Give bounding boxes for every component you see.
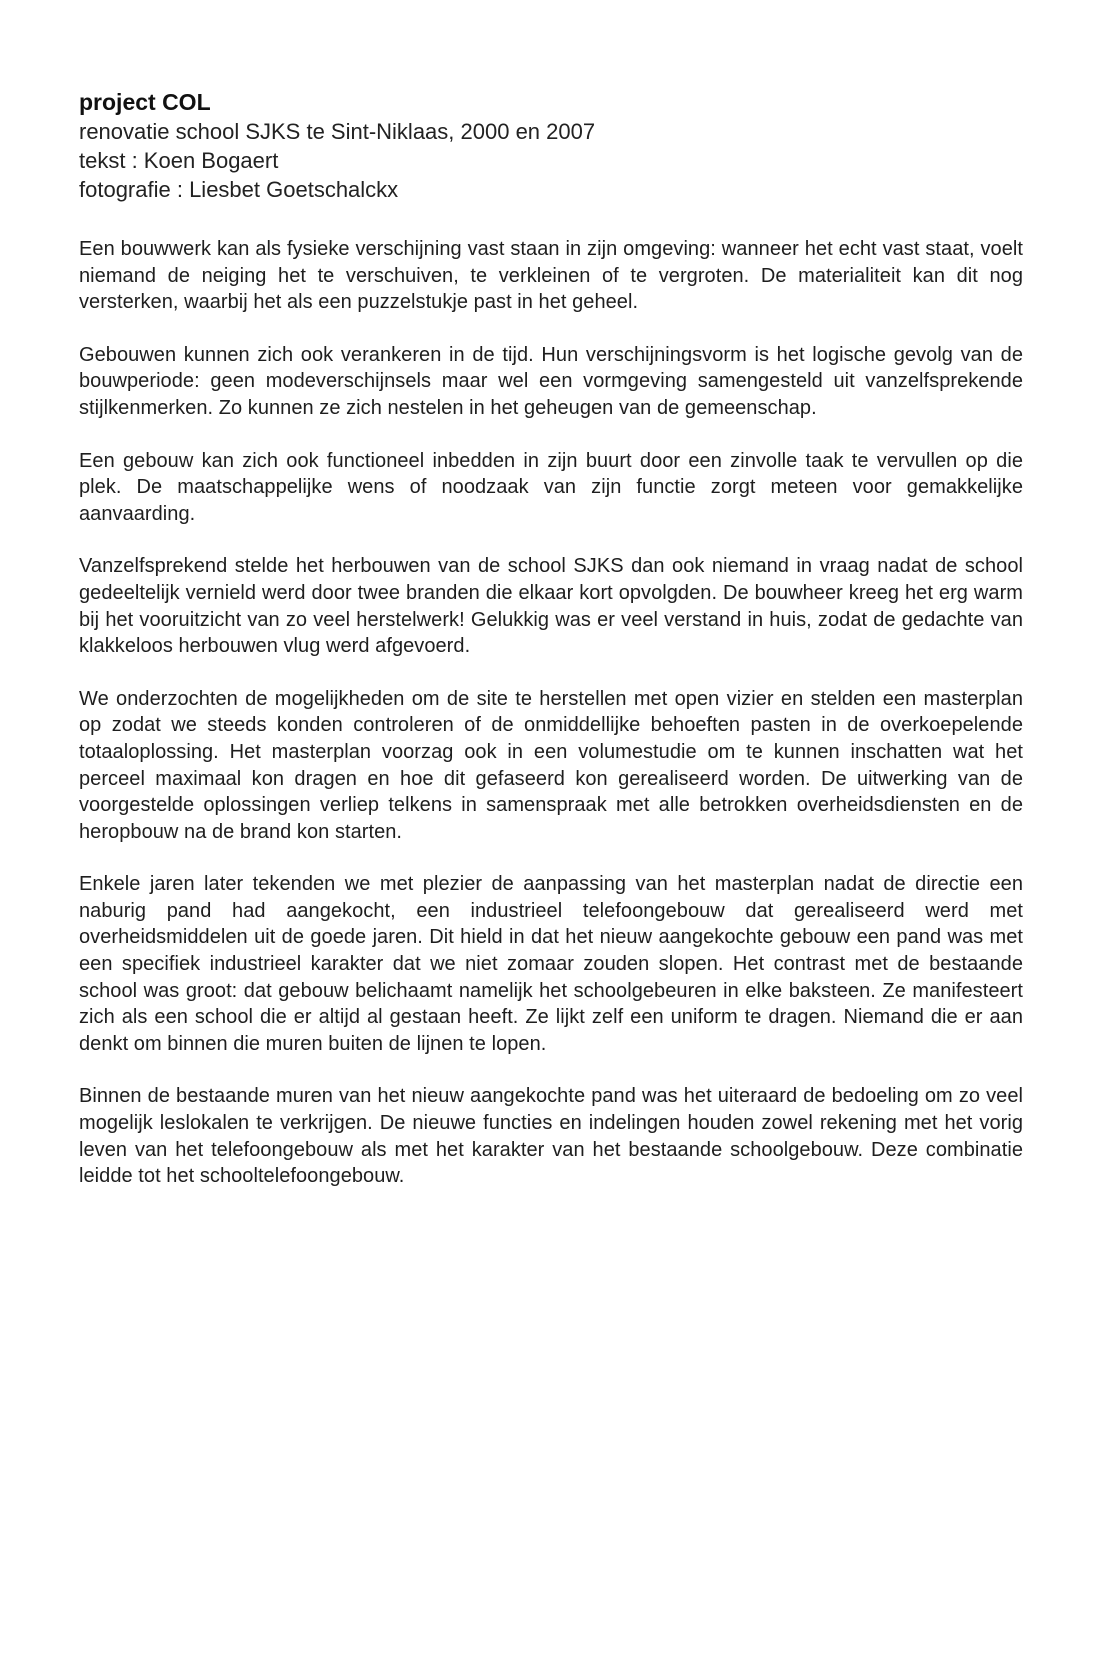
project-subtitle: renovatie school SJKS te Sint-Niklaas, 2000 en 2007 (79, 119, 596, 144)
paragraph-1: Een bouwwerk kan als fysieke verschijning vast staan in zijn omgeving: wanneer het echt vast staat, voelt niemand de neiging het te verschuiven, te verkleinen of te vergroten. De materialiteit kan dit nog versterken, waarbij het als een puzzelstukje past in het geheel. (79, 238, 1023, 314)
paragraph-3: Een gebouw kan zich ook functioneel inbedden in zijn buurt door een zinvolle taak te vervullen op die plek. De maatschappelijke wens of noodzaak van zijn functie zorgt meteen voor gemakkelijke aanvaarding. (79, 449, 1023, 525)
document-page (79, 88, 1023, 1216)
paragraph-6: Enkele jaren later tekenden we met plezier de aanpassing van het masterplan nadat de directie een naburig pand had aangekocht, een industrieel telefoongebouw dat gerealiseerd werd met overheidsmiddelen uit de goede jaren. Dit hield in dat het nieuw aangekochte gebouw een pand was met een specifiek industrieel karakter dat we niet zomaar zouden slopen. Het contrast met de bestaande school was groot: dat gebouw belichaamt namelijk het schoolgebeuren in elke baksteen. Ze manifesteert zich als een school die er altijd al gestaan heeft. Ze lijkt zelf een uniform te dragen. Niemand die er aan denkt om binnen die muren buiten de lijnen te lopen. (79, 873, 1023, 1055)
paragraph-2: Gebouwen kunnen zich ook verankeren in de tijd. Hun verschijningsvorm is het logische gevolg van de bouwperiode: geen modeverschijnsels maar wel een vormgeving samengesteld uit vanzelfsprekende stijlkenmerken. Zo kunnen ze zich nestelen in het geheugen van de gemeenschap. (79, 343, 1023, 419)
text-credit: tekst : Koen Bogaert (79, 148, 279, 173)
photo-credit: fotografie : Liesbet Goetschalckx (79, 177, 399, 202)
paragraph-5: We onderzochten de mogelijkheden om de site te herstellen met open vizier en stelden een masterplan op zodat we steeds konden controleren of de onmiddellijke behoeften pasten in de overkoepelende totaaloplossing. Het masterplan voorzag ook in een volumestudie om te kunnen inschatten wat het perceel maximaal kon dragen en hoe dit gefaseerd kon gerealiseerd worden. De uitwerking van de voorgestelde oplossingen verliep telkens in samenspraak met alle betrokken overheidsdiensten en de heropbouw na de brand kon starten. (79, 687, 1023, 843)
document-header (79, 88, 1023, 204)
project-title: project COL (79, 89, 211, 115)
document-body (79, 236, 1023, 1190)
paragraph-4: Vanzelfsprekend stelde het herbouwen van de school SJKS dan ook niemand in vraag nadat de school gedeeltelijk vernield werd door twee branden die elkaar kort opvolgden. De bouwheer kreeg het erg warm bij het vooruitzicht van zo veel herstelwerk! Gelukkig was er veel verstand in huis, zodat de gedachte van klakkeloos herbouwen vlug werd afgevoerd. (79, 555, 1023, 658)
paragraph-7: Binnen de bestaande muren van het nieuw aangekochte pand was het uiteraard de bedoeling om zo veel mogelijk leslokalen te verkrijgen. De nieuwe functies en indelingen houden zowel rekening met het vorig leven van het telefoongebouw als met het karakter van het bestaande schoolgebouw. Deze combinatie leidde tot het schooltelefoongebouw. (79, 1085, 1023, 1188)
